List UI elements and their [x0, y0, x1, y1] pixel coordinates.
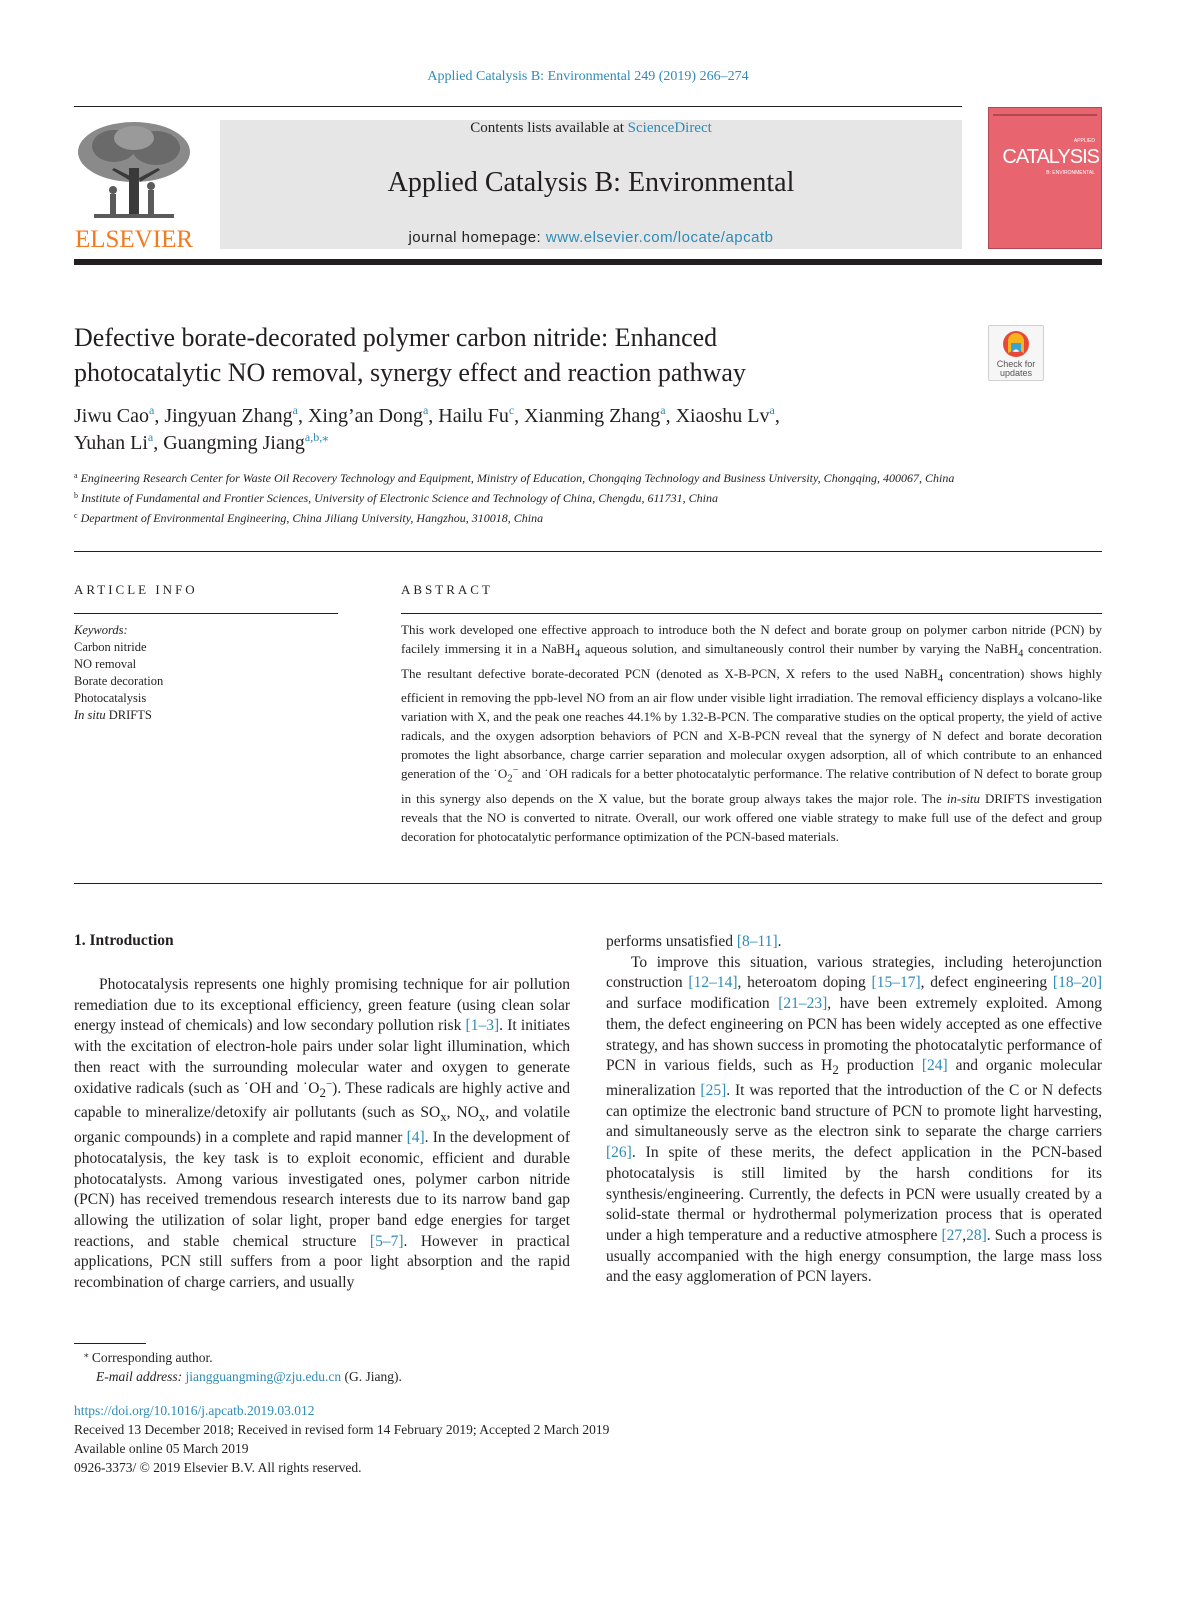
- elsevier-wordmark: ELSEVIER: [74, 226, 194, 253]
- crossmark-icon: [989, 328, 1043, 362]
- reference-link[interactable]: [24]: [921, 1057, 948, 1075]
- reference-link[interactable]: [21–23]: [778, 995, 828, 1013]
- journal-citation[interactable]: Applied Catalysis B: Environmental 249 (2019) 266–274: [427, 69, 749, 84]
- author[interactable]: Yuhan Li$^a$: [74, 430, 154, 454]
- cover-top-label: APPLIED: [1073, 138, 1095, 144]
- author[interactable]: Xiaoshu Lv$^a$: [675, 403, 775, 427]
- paragraph: performs unsatisfied [8–11].: [606, 933, 782, 950]
- abstract-rule: [401, 613, 1102, 614]
- affiliations: [74, 467, 974, 527]
- article-title: [74, 320, 934, 390]
- journal-name: Applied Catalysis B: Environmental: [387, 167, 795, 198]
- keywords-label: Keywords:: [74, 623, 128, 637]
- author[interactable]: Xianming Zhang$^a$: [524, 403, 666, 427]
- affiliation-item: $^b$ Institute of Fundamental and Frontier Sciences, University of Electronic Science and Technology of China, Chengdu, 611731, China: [74, 491, 719, 505]
- homepage-line: [220, 229, 962, 246]
- reference-link[interactable]: [12–14]: [688, 974, 738, 992]
- abstract-heading: ABSTRACT: [401, 582, 493, 597]
- article-info-heading: ARTICLE INFO: [74, 582, 198, 597]
- author[interactable]: Jingyuan Zhang$^a$: [164, 403, 298, 427]
- email-link[interactable]: jiangguangming@zju.edu.cn: [185, 1368, 342, 1384]
- sciencedirect-link[interactable]: ScienceDirect: [627, 120, 712, 136]
- keyword-item: In situ DRIFTS: [74, 708, 152, 722]
- corresponding-line: ⁎ Corresponding author.: [84, 1349, 213, 1365]
- affiliation-divider: [74, 551, 1102, 552]
- article-metadata: [74, 1401, 774, 1477]
- reference-link[interactable]: 28]: [966, 1226, 987, 1244]
- cover-subtitle: B: ENVIRONMENTAL: [1046, 170, 1095, 176]
- affiliation-item: $^c$ Department of Environmental Engineering, China Jiliang University, Hangzhou, 310018, China: [74, 511, 544, 525]
- header-top-rule: [74, 106, 962, 107]
- reference-link[interactable]: [26]: [606, 1144, 632, 1162]
- author[interactable]: Jiwu Cao$^a$: [74, 403, 155, 427]
- reference-link[interactable]: [25]: [700, 1082, 727, 1100]
- received-dates: Received 13 December 2018; Received in revised form 14 February 2019; Accepted 2 March 2019: [74, 1422, 610, 1437]
- check-for-updates-button[interactable]: [988, 325, 1044, 381]
- article-info-rule: [74, 613, 338, 614]
- contents-prefix: Contents lists available at: [470, 120, 624, 136]
- elsevier-logo: [74, 120, 194, 252]
- abstract-text: This work developed one effective approach to introduce both the N defect and borate group on polymer carbon nitride (PCN) by facilely immersing it in a NaBH$_4$ aqueous solution, and simultaneously control their number by varying the NaBH$_4$ concentration. The resultant defective borate-decorated PCN (denoted as X-B-PCN, X refers to the used NaBH$_4$ concentration) shows highly efficient in removing the ppb-level NO from an air flow under visible light irradiation. The removal efficiency displays a volcano-like variation with X, and the peak one reaches 44.1% by 1.32-B-PCN. The comparative studies on the optical property, the yield of active radicals, and the oxygen adsorption behaviors of PCN and X-B-PCN reveal that the synergy of N defect and borate decoration promotes the light absorbance, charge carrier separation and molecular oxygen adsorption, all of which contribute to an enhanced generation of the $˙O_2^-$ and ˙OH radicals for a better photocatalytic performance. The relative contribution of N defect to borate group in this synergy also depends on the X value, but the borate group always takes the major role. The in-situ DRIFTS investigation reveals that the NO is converted to nitrate. Overall, our work offered one viable strategy to make full use of the defect and group decoration for photocatalytic performance optimization of the PCN-based materials.: [401, 622, 1103, 844]
- keyword-item: Carbon nitride: [74, 640, 147, 654]
- check-for-updates-label: Check for updates: [996, 359, 1036, 378]
- body-column-right: [606, 932, 1102, 1288]
- journal-banner: [220, 120, 962, 249]
- section-heading-introduction: 1. Introduction: [74, 932, 174, 949]
- cover-title: CATALYSIS: [1002, 146, 1099, 168]
- reference-link[interactable]: [8–11]: [736, 933, 778, 950]
- title-line-1: Defective borate-decorated polymer carbon nitride: Enhanced: [74, 323, 718, 352]
- reference-link[interactable]: [5–7]: [369, 1232, 404, 1250]
- author[interactable]: Hailu Fu$^c$: [438, 403, 515, 427]
- corresponding-footnote: [74, 1349, 674, 1386]
- keyword-item: Photocatalysis: [74, 691, 147, 705]
- paragraph: To improve this situation, various strategies, including heterojunction construction [12–14], heteroatom doping [15–17], defect engineering [18–20] and surface modification [21–23], have been extremely exploited. Among them, the defect engineering on PCN has been widely accepted as one effective strategy, and has shown success in promoting the photocatalytic performance of PCN in various fields, such as $H_2$ production [24] and organic molecular mineralization [25]. It was reported that the introduction of the C or N defects can optimize the electronic band structure of PCN to promote light harvesting, and simultaneously serve as the electron sink to separate the charge carriers [26]. In spite of these merits, the defect application in the PCN-based photocatalysis is still limited by the harsh conditions for its synthesis/engineering. Currently, the defects in PCN were usually created by a solid-state thermal or hydrothermal polymerization process that is operated under a high temperature and a reductive atmosphere [27,28]. Such a process is usually accompanied with the high energy consumption, the large mass loss and the easy agglomeration of PCN layers.: [606, 953, 1103, 1286]
- homepage-prefix: journal homepage:: [408, 229, 542, 246]
- online-date: Available online 05 March 2019: [74, 1441, 249, 1456]
- elsevier-tree-icon: [74, 120, 194, 226]
- footnote-rule: [74, 1343, 146, 1344]
- keywords-block: [74, 622, 338, 724]
- journal-cover[interactable]: [988, 107, 1102, 249]
- doi-link[interactable]: https://doi.org/10.1016/j.apcatb.2019.03.012: [74, 1403, 315, 1418]
- keyword-item: Borate decoration: [74, 674, 164, 688]
- homepage-link[interactable]: www.elsevier.com/locate/apcatb: [545, 229, 774, 246]
- reference-link[interactable]: [18–20]: [1052, 974, 1102, 992]
- author[interactable]: Xing’an Dong$^a$: [307, 403, 429, 427]
- contents-line: [220, 120, 962, 137]
- reference-link[interactable]: [1–3]: [465, 1017, 500, 1035]
- email-line: E-mail address: jiangguangming@zju.edu.cn (G. Jiang).: [96, 1368, 402, 1384]
- abstract-end-rule: [74, 883, 1102, 884]
- author[interactable]: Guangming Jiang$^{a,b,⁎}$: [163, 430, 329, 454]
- reference-link[interactable]: [4]: [406, 1129, 425, 1147]
- body-column-left: [74, 975, 570, 1294]
- copyright: 0926-3373/ © 2019 Elsevier B.V. All rights reserved.: [74, 1460, 362, 1475]
- cover-strip: [993, 114, 1097, 116]
- title-line-2: photocatalytic NO removal, synergy effect and reaction pathway: [74, 358, 746, 387]
- keyword-item: NO removal: [74, 657, 137, 671]
- paragraph: Photocatalysis represents one highly promising technique for air pollution remediation due to its exceptional efficiency, green feature (using clean solar energy instead of chemicals) and low secondary pollution risk [1–3]. It initiates with the excitation of electron-hole pairs under solar light illumination, which then react with the surrounding molecular water and oxygen to generate oxidative radicals (such as ˙OH and $˙O_2^-$). These radicals are highly active and capable to mineralize/detoxify air pollutants (such as $SO_x$, $NO_x$, and volatile organic compounds) in a complete and rapid manner [4]. In the development of photocatalysis, the key task is to exploit economic, efficient and durable photocatalysts. Among various investigated ones, polymer carbon nitride (PCN) has received tremendous research interests due to its narrow band gap allowing the utilization of solar light, proper band edge energies for target reactions, and stable chemical structure [5–7]. However in practical applications, PCN still suffers from a poor light absorption and the rapid recombination of charge carriers, and usually: [74, 976, 570, 1292]
- header-thick-rule: [74, 259, 1102, 265]
- reference-link[interactable]: [27: [941, 1226, 963, 1244]
- reference-link[interactable]: [15–17]: [871, 974, 921, 992]
- affiliation-item: $^a$ Engineering Research Center for Waste Oil Recovery Technology and Equipment, Ministry of Education, Chongqing Technology and Business University, Chongqing, 400067, China: [74, 471, 955, 485]
- author-list: Jiwu Cao$^a$, Jingyuan Zhang$^a$, Xing’an Dong$^a$, Hailu Fu$^c$, Xianming Zhang$^a$, Xiaoshu Lv$^a$, Yuhan Li$^a$, Guangming Jiang$^{a,b,⁎}$: [74, 403, 780, 454]
